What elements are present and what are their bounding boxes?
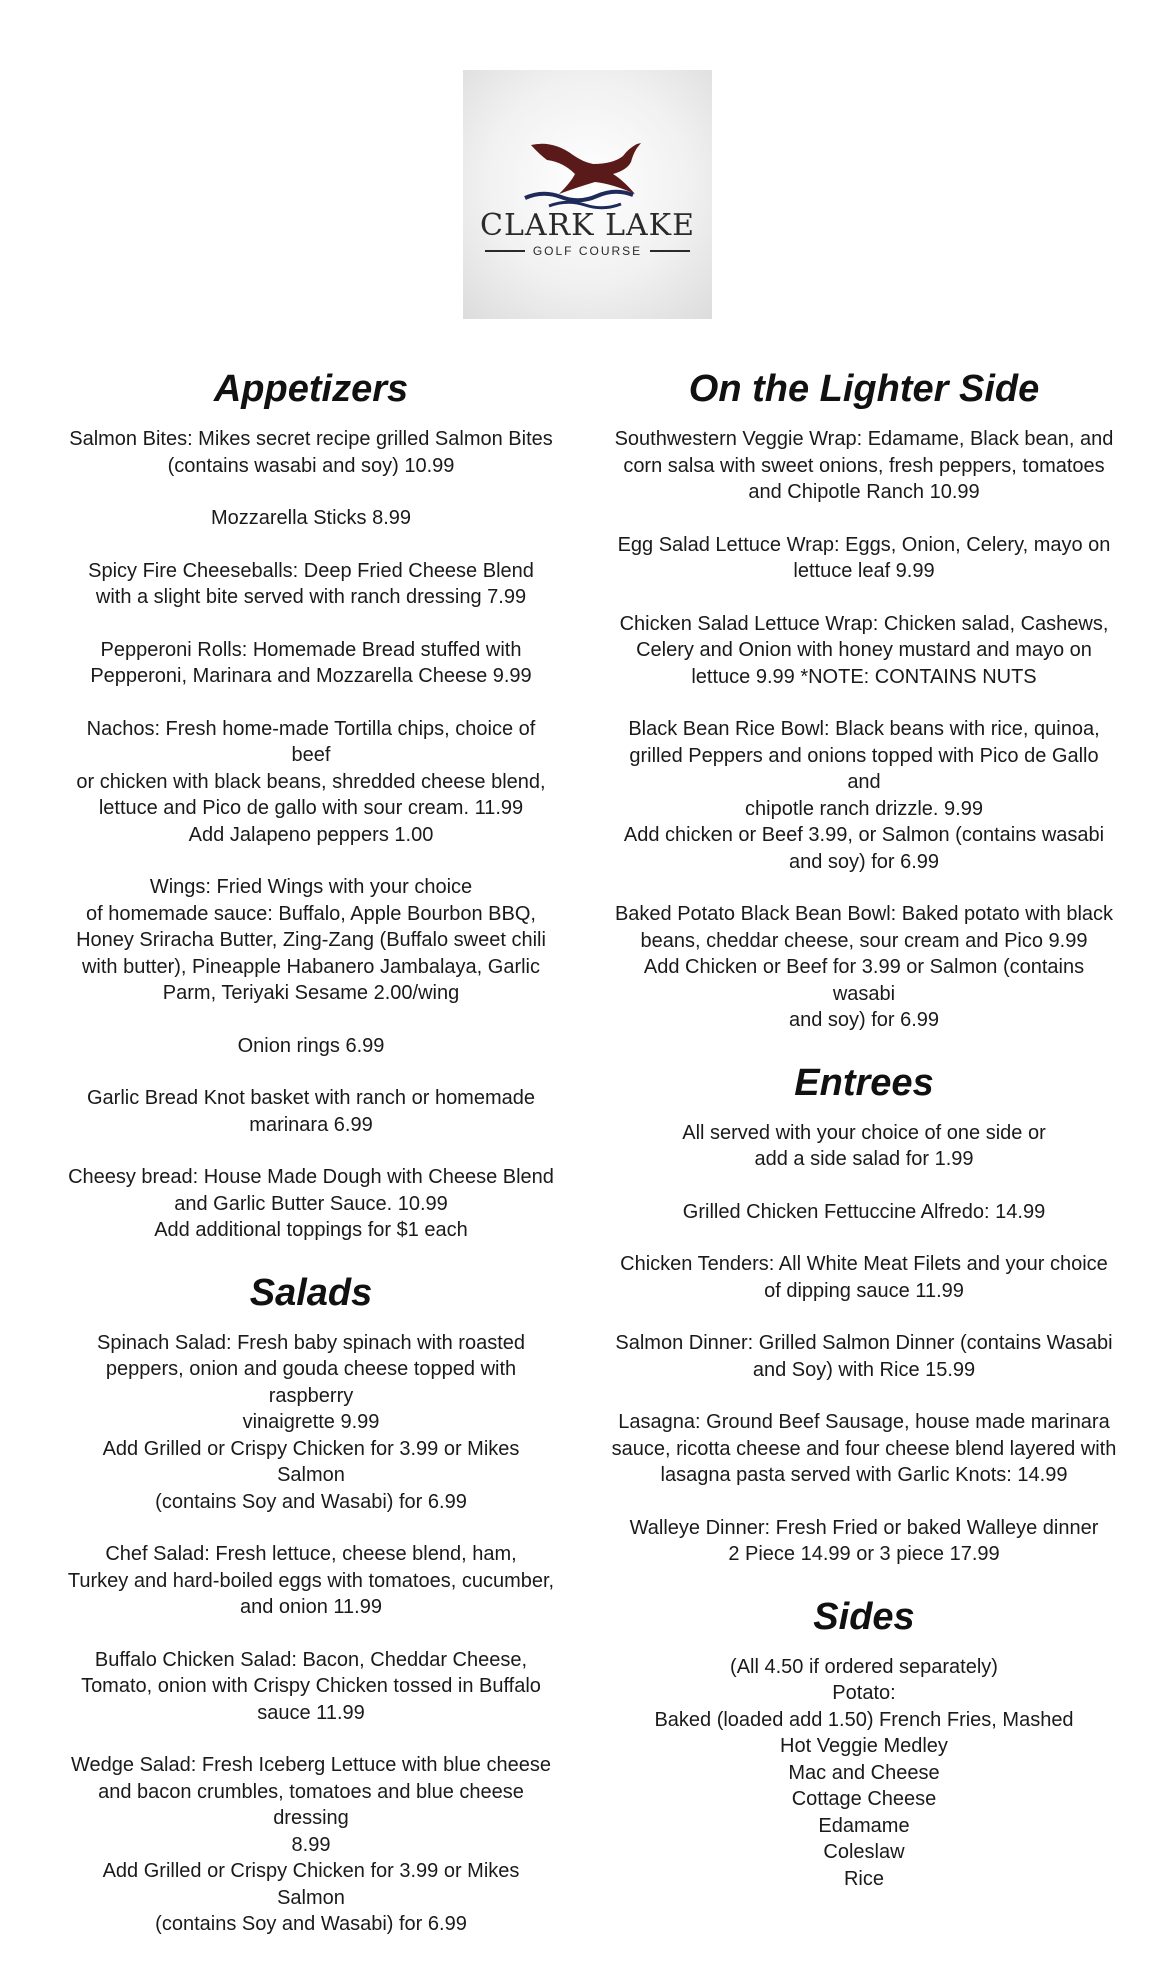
right-column <box>610 366 1118 1918</box>
goose-logo-icon <box>463 70 712 319</box>
menu-item: Salmon Dinner: Grilled Salmon Dinner (contains Wasabi and Soy) with Rice 15.99 <box>615 1332 1113 1381</box>
menu-item: Lasagna: Ground Beef Sausage, house made marinara sauce, ricotta cheese and four cheese blend layered with lasagna pasta served with Garlic Knots: 14.99 <box>611 1411 1117 1486</box>
menu-item: Nachos: Fresh home-made Tortilla chips, choice of beef or chicken with black beans, shredded cheese blend, lettuce and Pico de gallo with sour cream. 11.99 Add Jalapeno peppers 1.00 <box>76 717 546 846</box>
menu-item: Grilled Chicken Fettuccine Alfredo: 14.99 <box>682 1200 1046 1223</box>
entrees-heading: Entrees <box>794 1061 934 1104</box>
logo-wordmark: CLARK LAKE <box>480 208 695 243</box>
logo-rule-right <box>650 250 690 252</box>
menu-item: Chicken Salad Lettuce Wrap: Chicken salad, Cashews, Celery and Onion with honey mustard and mayo on lettuce 9.99 *NOTE: CONTAINS NUTS <box>619 612 1109 688</box>
menu-item: Walleye Dinner: Fresh Fried or baked Walleye dinner 2 Piece 14.99 or 3 piece 17.99 <box>629 1516 1099 1565</box>
menu-item: Buffalo Chicken Salad: Bacon, Cheddar Cheese, Tomato, onion with Crispy Chicken tossed in Buffalo sauce 11.99 <box>81 1648 541 1724</box>
menu-item: Wings: Fried Wings with your choice of homemade sauce: Buffalo, Apple Bourbon BBQ, Honey Sriracha Butter, Zing-Zang (Buffalo sweet chili with butter), Pineapple Habanero Jambalaya, Garlic Parm, Teriyaki Sesame 2.00/wing <box>76 876 546 1004</box>
menu-item: Mozzarella Sticks 8.99 <box>210 507 412 529</box>
menu-item: Wedge Salad: Fresh Iceberg Lettuce with blue cheese and bacon crumbles, tomatoes and blue cheese dressing 8.99 Add Grilled or Crispy Chicken for 3.99 or Mikes Salmon (contains Soy and Wasabi) for 6.99 <box>71 1754 551 1935</box>
menu-item: Baked Potato Black Bean Bowl: Baked potato with black beans, cheddar cheese, sour cream and Pico 9.99 Add Chicken or Beef for 3.99 or Salmon (contains wasabi and soy) for 6.99 <box>614 903 1114 1031</box>
menu-item: Spinach Salad: Fresh baby spinach with roasted peppers, onion and gouda cheese topped with raspberry vinaigrette 9.99 Add Grilled or Crispy Chicken for 3.99 or Mikes Salmon (contains Soy and Wasabi) for 6.99 <box>96 1331 526 1513</box>
menu-item: Black Bean Rice Bowl: Black beans with rice, quinoa, grilled Peppers and onions topped with Pico de Gallo and chipotle ranch drizzle. 9.99 Add chicken or Beef 3.99, or Salmon (contains wasabi and soy) for 6.99 <box>623 718 1105 873</box>
logo-subtitle: GOLF COURSE <box>532 244 643 258</box>
menu-item: Chicken Tenders: All White Meat Filets and your choice of dipping sauce 11.99 <box>620 1253 1108 1302</box>
clark-lake-logo <box>463 70 712 319</box>
sides-list: (All 4.50 if ordered separately) Potato: Baked (loaded add 1.50) French Fries, Mashed Hot Veggie Medley Mac and Cheese Cottage Cheese Edamame Coleslaw Rice <box>654 1655 1074 1890</box>
sides-heading: Sides <box>813 1595 915 1638</box>
salads-heading: Salads <box>249 1271 373 1314</box>
menu-item: Pepperoni Rolls: Homemade Bread stuffed with Pepperoni, Marinara and Mozzarella Cheese 9.99 <box>90 638 532 687</box>
menu-item: Chef Salad: Fresh lettuce, cheese blend, ham, Turkey and hard-boiled eggs with tomatoes, cucumber, and onion 11.99 <box>67 1543 555 1618</box>
lighter-side-heading: On the Lighter Side <box>688 368 1040 410</box>
menu-item: Southwestern Veggie Wrap: Edamame, Black bean, and corn salsa with sweet onions, fresh peppers, tomatoes and Chipotle Ranch 10.99 <box>614 428 1114 503</box>
menu-item: All served with your choice of one side or add a side salad for 1.99 <box>682 1121 1046 1170</box>
menu-item: Egg Salad Lettuce Wrap: Eggs, Onion, Celery, mayo on lettuce leaf 9.99 <box>617 533 1111 582</box>
appetizers-heading: Appetizers <box>213 368 409 410</box>
logo-rule-left <box>485 250 525 252</box>
menu-item: Salmon Bites: Mikes secret recipe grilled Salmon Bites (contains wasabi and soy) 10.99 <box>69 428 553 477</box>
logo-subtitle-row <box>485 244 690 258</box>
menu-item: Cheesy bread: House Made Dough with Cheese Blend and Garlic Butter Sauce. 10.99 Add additional toppings for $1 each <box>68 1166 554 1241</box>
menu-item: Spicy Fire Cheeseballs: Deep Fried Cheese Blend with a slight bite served with ranch dressing 7.99 <box>88 559 534 608</box>
left-column <box>66 366 556 1964</box>
menu-item: Garlic Bread Knot basket with ranch or homemade marinara 6.99 <box>87 1087 535 1136</box>
menu-item: Onion rings 6.99 <box>237 1034 385 1057</box>
